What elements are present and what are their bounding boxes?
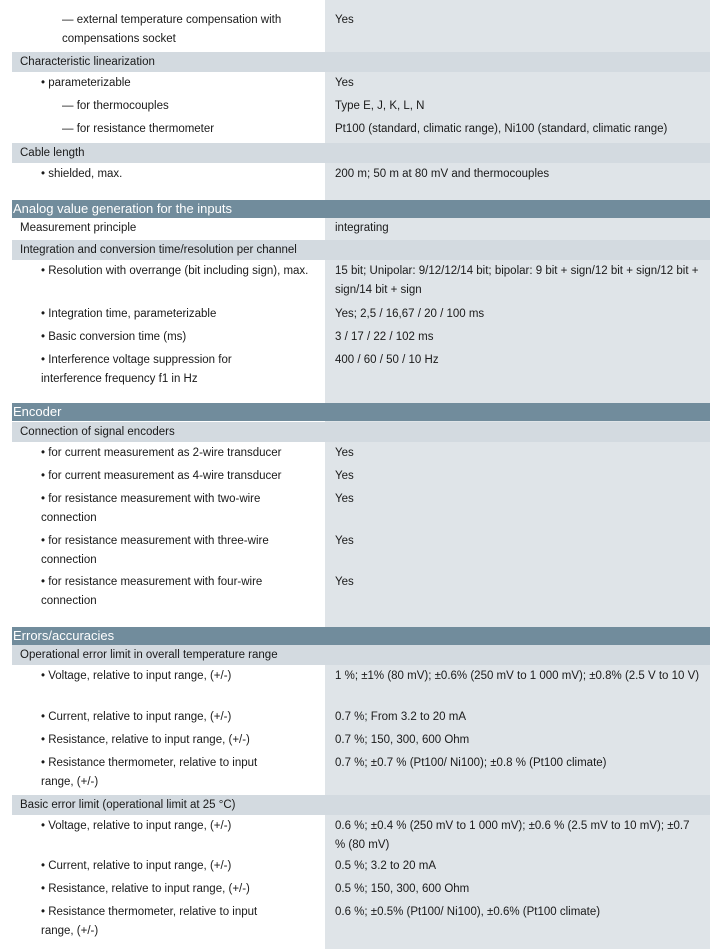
row-label: • Resistance thermometer, relative to input range, (+/-) [41,757,258,788]
row-label: • Resolution with overrange (bit including sign), max. [41,265,309,277]
table-row [12,754,710,795]
row-label: • Resistance, relative to input range, (+/-) [41,734,250,746]
table-row [12,857,710,879]
row-value: 0.7 %; ±0.7 % (Pt100/ Ni100); ±0.8 % (Pt100 climate) [335,757,607,769]
row-value: Yes [335,493,354,505]
row-value: 200 m; 50 m at 80 mV and thermocouples [335,168,550,180]
subheader-characteristic-linearization: Characteristic linearization [12,52,710,72]
row-value: Yes [335,576,354,588]
row-value: 1 %; ±1% (80 mV); ±0.6% (250 mV to 1 000 mV); ±0.8% (2.5 V to 10 V) [335,670,700,682]
row-label: • Basic conversion time (ms) [41,331,187,343]
row-value: 0.5 %; 150, 300, 600 Ohm [335,883,470,895]
row-label: • Current, relative to input range, (+/-) [41,711,232,723]
table-row [12,305,710,327]
row-value: integrating [335,222,389,234]
table-row [12,262,710,303]
row-value: 0.6 %; ±0.4 % (250 mV to 1 000 mV); ±0.6 % (2.5 mV to 10 mV); ±0.7 % (80 mV) [335,820,690,851]
row-label: Measurement principle [20,222,137,234]
row-value: Yes [335,447,354,459]
row-value: Type E, J, K, L, N [335,100,425,112]
row-value: Yes [335,77,354,89]
row-value: Yes [335,14,354,26]
row-label: • for current measurement as 2-wire transducer [41,447,282,459]
table-row [12,731,710,753]
subheader-operational-error-limit: Operational error limit in overall temperature range [12,645,710,665]
row-label: • for resistance measurement with two-wire connection [41,493,261,524]
row-label: • Resistance, relative to input range, (+/-) [41,883,250,895]
row-label: — for resistance thermometer [62,123,215,135]
subheader-integration-conversion: Integration and conversion time/resolution per channel [12,240,710,260]
table-row [12,490,710,531]
table-row [12,328,710,350]
table-row [12,444,710,466]
subheader-cable-length: Cable length [12,143,710,163]
row-label: — external temperature compensation with compensations socket [62,14,282,45]
table-row [12,817,710,858]
table-row [12,573,710,614]
row-label: • Interference voltage suppression for interference frequency f1 in Hz [41,354,232,385]
table-row [12,708,710,730]
table-row [12,74,710,96]
row-label: • for resistance measurement with four-wire connection [41,576,263,607]
row-label: • Current, relative to input range, (+/-) [41,860,232,872]
row-value: 0.5 %; 3.2 to 20 mA [335,860,437,872]
table-row [12,903,710,944]
row-value: Yes [335,470,354,482]
section-header-analog-value-generation: Analog value generation for the inputs [12,200,710,218]
section-header-errors-accuracies: Errors/accuracies [12,627,710,645]
row-label: • for current measurement as 4-wire transducer [41,470,282,482]
table-row [12,120,710,142]
row-value: 0.7 %; From 3.2 to 20 mA [335,711,467,723]
table-row [12,467,710,489]
row-value: Yes; 2,5 / 16,67 / 20 / 100 ms [335,308,485,320]
row-label: • Integration time, parameterizable [41,308,217,320]
row-value: Pt100 (standard, climatic range), Ni100 (standard, climatic range) [335,123,668,135]
table-row [12,532,710,573]
row-value: Yes [335,535,354,547]
row-value: 3 / 17 / 22 / 102 ms [335,331,434,343]
table-row [12,11,710,51]
table-row [12,880,710,902]
row-label: • shielded, max. [41,168,123,180]
row-value: 0.6 %; ±0.5% (Pt100/ Ni100), ±0.6% (Pt100 climate) [335,906,601,918]
table-row [12,97,710,119]
row-label: • parameterizable [41,77,131,89]
section-header-encoder: Encoder [12,403,710,421]
row-value: 0.7 %; 150, 300, 600 Ohm [335,734,470,746]
subheader-connection-signal-encoders: Connection of signal encoders [12,422,710,442]
row-label: • Resistance thermometer, relative to input range, (+/-) [41,906,258,937]
table-row [12,351,710,392]
table-row [12,667,710,708]
row-value: 400 / 60 / 50 / 10 Hz [335,354,439,366]
table-row [12,165,710,187]
row-label: • for resistance measurement with three-wire connection [41,535,269,566]
table-row [12,219,710,240]
row-label: — for thermocouples [62,100,169,112]
row-value: 15 bit; Unipolar: 9/12/12/14 bit; bipolar: 9 bit + sign/12 bit + sign/12 bit + sign/14 bit + sign [335,265,699,296]
row-label: • Voltage, relative to input range, (+/-) [41,670,232,682]
row-label: • Voltage, relative to input range, (+/-) [41,820,232,832]
subheader-basic-error-limit: Basic error limit (operational limit at 25 °C) [12,795,710,815]
